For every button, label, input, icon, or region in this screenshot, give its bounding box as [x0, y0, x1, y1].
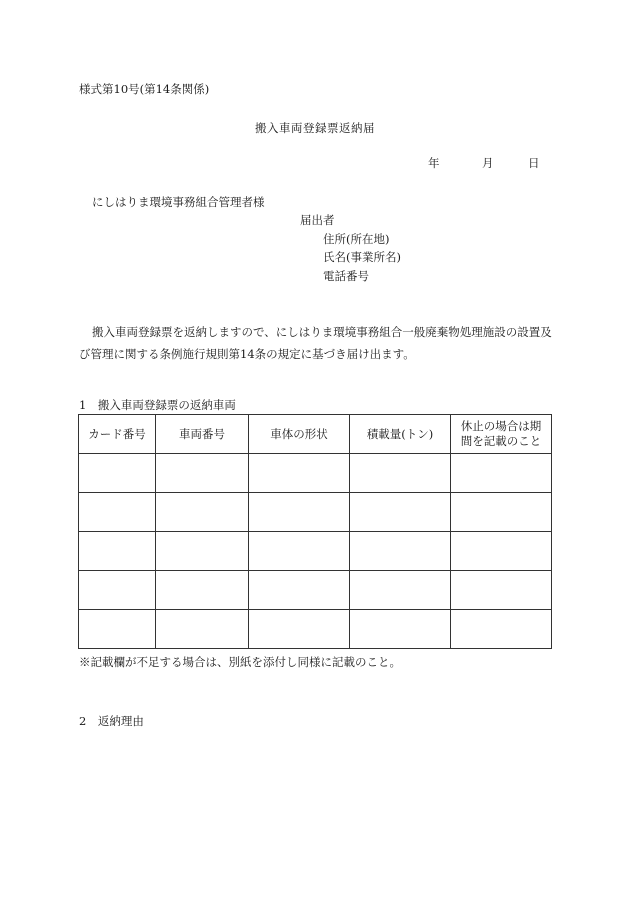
- form-number: 様式第10号(第14条関係): [79, 82, 210, 96]
- table-cell[interactable]: [156, 610, 249, 649]
- table-cell[interactable]: [79, 571, 156, 610]
- table-row: [79, 532, 552, 571]
- table-cell[interactable]: [451, 532, 552, 571]
- table-cell[interactable]: [350, 454, 451, 493]
- form-title: 搬入車両登録票返納届: [255, 121, 375, 135]
- submitter-name-label: 氏名(事業所名): [323, 250, 401, 264]
- table-cell[interactable]: [79, 532, 156, 571]
- table-cell[interactable]: [451, 493, 552, 532]
- table-cell[interactable]: [156, 454, 249, 493]
- table-cell[interactable]: [79, 493, 156, 532]
- date-line: [428, 155, 540, 171]
- table-row: [79, 571, 552, 610]
- table-cell[interactable]: [350, 610, 451, 649]
- submitter-label: 届出者: [300, 213, 335, 227]
- section2-title: 2 返納理由: [79, 714, 144, 728]
- table-cell[interactable]: [350, 571, 451, 610]
- table-cell[interactable]: [79, 454, 156, 493]
- table-cell[interactable]: [350, 532, 451, 571]
- col-header-card-number: カード番号: [79, 415, 156, 454]
- vehicle-table: [78, 414, 552, 649]
- table-row: [79, 610, 552, 649]
- addressee: にしはりま環境事務組合管理者様: [92, 195, 265, 209]
- table-cell[interactable]: [350, 493, 451, 532]
- table-cell[interactable]: [451, 454, 552, 493]
- table-cell[interactable]: [451, 571, 552, 610]
- table-note: ※記載欄が不足する場合は、別紙を添付し同様に記載のこと。: [79, 655, 401, 669]
- submitter-address-label: 住所(所在地): [323, 232, 390, 246]
- table-cell[interactable]: [451, 610, 552, 649]
- table-cell[interactable]: [156, 493, 249, 532]
- table-cell[interactable]: [249, 571, 350, 610]
- table-cell[interactable]: [156, 532, 249, 571]
- table-header-row: [79, 415, 552, 454]
- col-header-load-capacity: 積載量(トン): [350, 415, 451, 454]
- body-text: 搬入車両登録票を返納しますので、にしはりま環境事務組合一般廃棄物処理施設の設置及び管理に関する条例施行規則第14条の規定に基づき届け出ます。: [79, 325, 552, 361]
- date-month-label: 月: [482, 156, 494, 170]
- col-header-body-shape: 車体の形状: [249, 415, 350, 454]
- table-cell[interactable]: [249, 454, 350, 493]
- table-cell[interactable]: [249, 532, 350, 571]
- table-cell[interactable]: [249, 493, 350, 532]
- date-day-label: 日: [528, 156, 540, 170]
- table-row: [79, 493, 552, 532]
- submitter-phone-label: 電話番号: [323, 269, 369, 283]
- col-header-vehicle-number: 車両番号: [156, 415, 249, 454]
- table-cell[interactable]: [79, 610, 156, 649]
- table-cell[interactable]: [249, 610, 350, 649]
- col-header-suspension-period: 休止の場合は期間を記載のこと: [451, 415, 552, 454]
- date-year-label: 年: [428, 156, 440, 170]
- table-row: [79, 454, 552, 493]
- section1-title: 1 搬入車両登録票の返納車両: [79, 398, 236, 412]
- table-cell[interactable]: [156, 571, 249, 610]
